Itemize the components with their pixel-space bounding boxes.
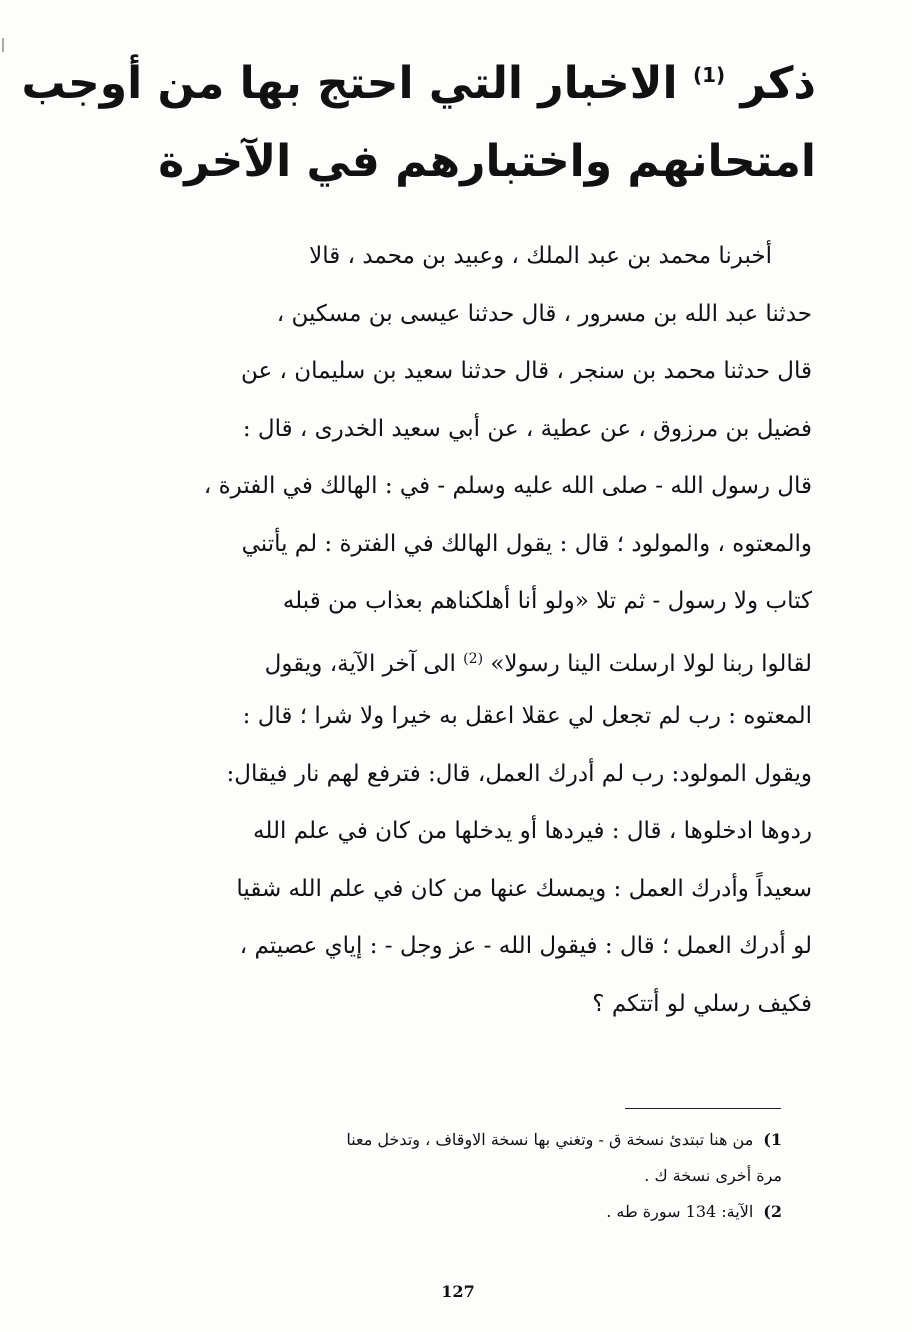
text-line: المعتوه : رب لم تجعل لي عقلا اعقل به خيرا ولا شرا ؛ قال : [242, 703, 812, 729]
footnotes [122, 1122, 782, 1230]
footnote-separator [625, 1108, 781, 1109]
scan-edge-mark [2, 38, 4, 52]
text-line-8-start: لقالوا ربنا لولا ارسلت الينا رسولا» [483, 650, 812, 677]
hadith-text [152, 228, 812, 1033]
footnote-1-number: 1) [763, 1130, 782, 1149]
heading-footnote-marker: (1) [692, 63, 726, 87]
footnote-1-continued: مرة أخرى نسخة ك . [644, 1166, 782, 1185]
page-number: 127 [441, 1282, 475, 1301]
text-line [152, 631, 812, 689]
body-footnote-marker: (2) [463, 650, 484, 667]
chapter-heading [21, 36, 816, 201]
heading-line-1 [21, 36, 816, 123]
text-line: ردوها ادخلوها ، قال : فيردها أو يدخلها من كان في علم الله [253, 818, 812, 844]
footnote-2-text: الآية: 134 سورة طه . [606, 1202, 754, 1221]
text-line: سعيداً وأدرك العمل : ويمسك عنها من كان في علم الله شقيا [236, 875, 812, 902]
text-line: كتاب ولا رسول - ثم تلا «ولو أنا أهلكناهم بعذاب من قبله [282, 588, 812, 614]
heading-line-2: امتحانهم واختبارهم في الآخرة [158, 136, 816, 187]
text-line: حدثنا عبد الله بن مسرور ، قال حدثنا عيسى بن مسكين ، [276, 300, 812, 327]
text-line: لو أدرك العمل ؛ قال : فيقول الله - عز وجل - : إياي عصيتم ، [239, 933, 812, 959]
text-line-8-end: الى آخر الآية، ويقول [264, 650, 464, 677]
text-line: ويقول المولود: رب لم أدرك العمل، قال: فترفع لهم نار فيقال: [226, 760, 812, 787]
text-line: قال حدثنا محمد بن سنجر ، قال حدثنا سعيد بن سليمان ، عن [240, 358, 812, 384]
footnote-1 [122, 1122, 782, 1158]
footnote-2 [122, 1194, 782, 1230]
footnote-1-text: من هنا تبتدئ نسخة ق - وتغني بها نسخة الاوقاف ، وتدخل معنا [346, 1130, 754, 1149]
footnote-2-number: 2) [763, 1202, 782, 1221]
heading-line-1-start: ذكر [725, 58, 816, 109]
text-line: والمعتوه ، والمولود ؛ قال : يقول الهالك في الفترة : لم يأتني [241, 530, 812, 557]
text-line: فضيل بن مرزوق ، عن عطية ، عن أبي سعيد الخدرى ، قال : [242, 415, 812, 442]
text-line: أخبرنا محمد بن عبد الملك ، وعبيد بن محمد ، قالا [309, 243, 772, 269]
text-line-last: فكيف رسلي لو أتتكم ؟ [592, 990, 812, 1017]
heading-line-1-end: الاخبار التي احتج بها من أوجب [21, 58, 693, 109]
text-line: قال رسول الله - صلى الله عليه وسلم - في : الهالك في الفترة ، [203, 473, 812, 499]
